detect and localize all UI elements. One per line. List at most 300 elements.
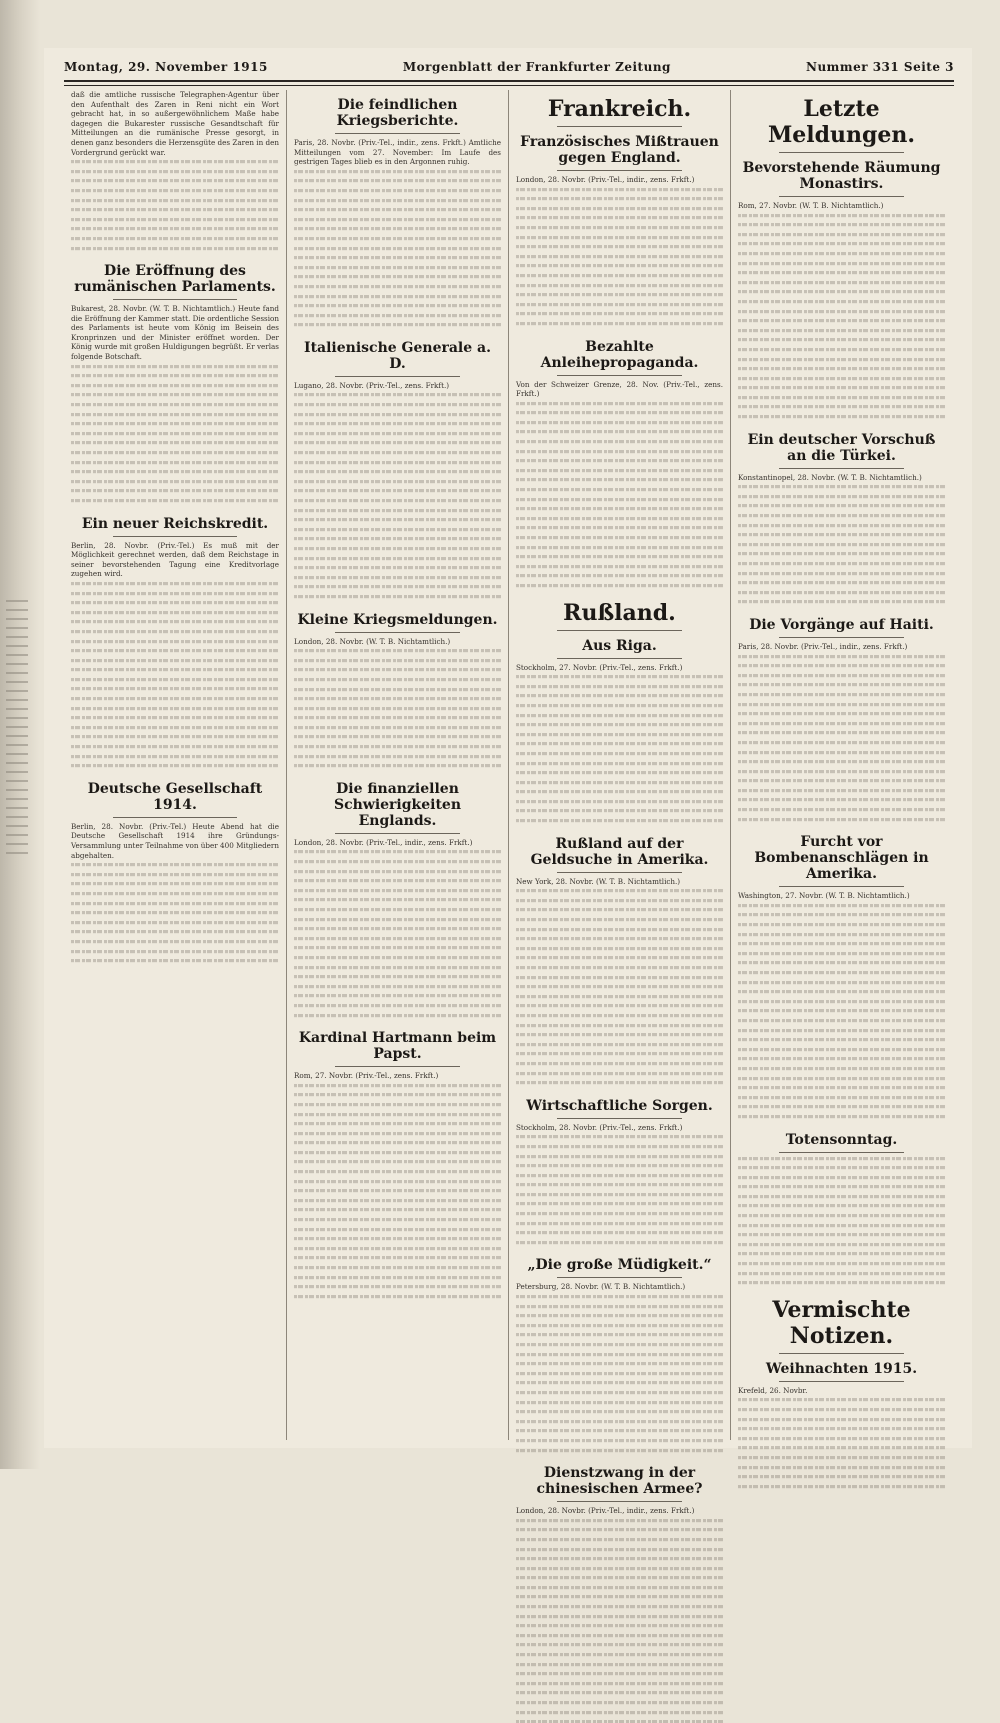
print-line [738, 1252, 945, 1255]
print-line [516, 303, 723, 306]
article-headline: Kardinal Hartmann beim Papst. [298, 1030, 497, 1063]
print-line [516, 918, 723, 921]
print-line [71, 649, 279, 652]
article-headline: Französisches Mißtrauen gegen England. [520, 134, 719, 166]
print-line [516, 1062, 723, 1065]
print-line [516, 430, 723, 433]
print-line [71, 393, 279, 396]
print-line [516, 226, 723, 229]
print-line [516, 1672, 723, 1675]
print-line [294, 994, 501, 997]
print-line [294, 451, 501, 454]
print-line [71, 237, 279, 240]
print-line [738, 990, 945, 993]
print-line [516, 478, 723, 481]
print-line [294, 1132, 501, 1135]
column-4 [730, 90, 952, 1440]
print-line [294, 1170, 501, 1173]
print-line [738, 1437, 945, 1440]
print-line [738, 770, 945, 773]
print-line [516, 956, 723, 959]
print-line [294, 1276, 501, 1279]
print-line [516, 546, 723, 549]
print-line [294, 1004, 501, 1007]
article-text: Krefeld, 26. Novbr. [738, 1385, 808, 1395]
print-line [516, 995, 723, 998]
print-line [294, 697, 501, 700]
print-line [294, 566, 501, 569]
article-headline: Wirtschaftliche Sorgen. [526, 1097, 713, 1114]
print-line [738, 779, 945, 782]
print-line [516, 781, 723, 784]
print-line [516, 1711, 723, 1714]
article-text: Konstantinopel, 28. Novbr. (W. T. B. Nichtamtlich.) [738, 472, 922, 482]
print-line [294, 956, 501, 959]
print-line [738, 485, 945, 488]
print-line [516, 469, 723, 472]
headline-rule [113, 299, 238, 300]
print-line [516, 1663, 723, 1666]
article-headline: Frankreich. [547, 96, 692, 122]
print-line [294, 256, 501, 259]
column-2 [286, 90, 508, 1440]
print-line [294, 726, 501, 729]
article-text: Washington, 27. Novbr. (W. T. B. Nichtamtlich.) [738, 891, 910, 901]
print-line [738, 655, 945, 658]
print-line [738, 591, 945, 594]
print-line [738, 396, 945, 399]
print-line [71, 461, 279, 464]
print-line [738, 214, 945, 217]
print-line [516, 1429, 723, 1432]
print-line [738, 751, 945, 754]
print-line [516, 928, 723, 931]
print-line [294, 547, 501, 550]
print-line [738, 1019, 945, 1022]
print-line [294, 1208, 501, 1211]
print-line [516, 450, 723, 453]
print-line [71, 432, 279, 435]
print-line [516, 1343, 723, 1346]
headline-rule [557, 170, 681, 171]
article-text: Lugano, 28. Novbr. (Priv.-Tel., zens. Frkft.) [294, 380, 450, 390]
masthead [64, 56, 954, 78]
print-line [516, 1548, 723, 1551]
article-headline: Kleine Kriegsmeldungen. [297, 611, 498, 628]
print-line [294, 585, 501, 588]
print-line [294, 266, 501, 269]
binding-edge [0, 0, 40, 1469]
print-line [738, 233, 945, 236]
print-line [516, 236, 723, 239]
article-headline: Die Eröffnung des rumänischen Parlaments. [74, 263, 276, 296]
print-line [516, 1014, 723, 1017]
print-line [71, 441, 279, 444]
print-line [71, 592, 279, 595]
print-line [516, 1052, 723, 1055]
print-line [738, 1204, 945, 1207]
print-line [71, 892, 279, 895]
headline-rule [557, 872, 681, 873]
print-line [738, 913, 945, 916]
masthead-paper-name: Morgenblatt der Frankfurter Zeitung [402, 60, 671, 74]
print-line [294, 985, 501, 988]
print-line [516, 1401, 723, 1404]
print-line [516, 1595, 723, 1598]
print-line [516, 1410, 723, 1413]
print-line [294, 285, 501, 288]
article-text: Bukarest, 28. Novbr. (W. T. B. Nichtamtlich.) Heute fand die Eröffnung der Kammer statt. Die ordentliche Session des Parlaments ist heute vom König im Beisein des Kronprinzen und der Minister eröffnet worden. Der König wurde mit großen Huldigungen begrüßt. Er verlas folgende Botschaft. [71, 304, 279, 362]
print-line [738, 1485, 945, 1488]
print-line [738, 1456, 945, 1459]
print-line [738, 664, 945, 667]
print-line [738, 731, 945, 734]
article-headline: Bevorstehende Räumung Monastirs. [742, 160, 941, 192]
print-line [738, 1243, 945, 1246]
article-headline: Italienische Generale a. D. [304, 339, 491, 372]
print-line [71, 403, 279, 406]
masthead-issue: Nummer 331 Seite 3 [805, 60, 954, 74]
print-line [738, 543, 945, 546]
article-text: Petersburg, 28. Novbr. (W. T. B. Nichtamtlich.) [516, 1282, 686, 1292]
print-line [738, 1105, 945, 1108]
print-line [516, 1155, 723, 1158]
print-line [294, 304, 501, 307]
print-line [738, 1185, 945, 1188]
print-line [516, 1391, 723, 1394]
print-line [516, 790, 723, 793]
print-line [516, 264, 723, 267]
print-line [738, 1009, 945, 1012]
print-line [516, 1202, 723, 1205]
print-line [71, 470, 279, 473]
binding-stitches [6, 600, 28, 860]
print-line [516, 1033, 723, 1036]
print-line [516, 1557, 723, 1560]
print-line [516, 1634, 723, 1637]
print-line [516, 1605, 723, 1608]
article-text: Paris, 28. Novbr. (Priv.-Tel., indir., zens. Frkft.) Amtliche Mitteilungen vom 27. November: Im Laufe des gestrigen Tages blieb es in den Argonnen ruhig. [294, 138, 501, 167]
print-line [738, 961, 945, 964]
headline-rule [335, 833, 459, 834]
headline-rule [335, 376, 459, 377]
print-line [294, 227, 501, 230]
print-line [516, 488, 723, 491]
print-line [738, 798, 945, 801]
print-line [738, 1466, 945, 1469]
print-line [294, 1180, 501, 1183]
print-line [738, 760, 945, 763]
article-text: daß die amtliche russische Telegraphen-Agentur über den Aufenthalt des Zaren in Reni nicht ein Wort gebracht hat, in so außergewöhnlichem Maße habe dagegen die Bukarester russische Gesandtschaft für Mitteilungen an die rumänische Presse gesorgt, in denen ganz besonders die Herzensgüte des Zaren in den Vordergrund gerückt war. [71, 90, 279, 157]
print-line [738, 1166, 945, 1169]
print-line [516, 966, 723, 969]
print-line [294, 1256, 501, 1259]
print-line [738, 1195, 945, 1198]
article-headline: Totensonntag. [785, 1131, 898, 1148]
article-headline: Die finanziellen Schwierigkeiten Englands. [333, 780, 462, 829]
column-1 [64, 90, 286, 1440]
print-line [516, 1449, 723, 1452]
print-line [516, 1567, 723, 1570]
print-line [71, 640, 279, 643]
print-line [738, 741, 945, 744]
print-line [294, 745, 501, 748]
print-line [516, 908, 723, 911]
print-line [71, 735, 279, 738]
print-line [294, 528, 501, 531]
print-line [738, 789, 945, 792]
print-line [71, 950, 279, 953]
print-line [294, 927, 501, 930]
print-line [294, 179, 501, 182]
print-line [294, 850, 501, 853]
print-line [738, 524, 945, 527]
print-line [71, 678, 279, 681]
print-line [516, 1653, 723, 1656]
article-text: Rom, 27. Novbr. (Priv.-Tel., zens. Frkft.) [294, 1071, 439, 1081]
print-line [738, 1475, 945, 1478]
print-line [294, 966, 501, 969]
article-text: Stockholm, 27. Novbr. (Priv.-Tel., zens. Frkft.) [516, 662, 683, 672]
print-line [738, 818, 945, 821]
print-line [738, 1176, 945, 1179]
print-line [738, 1272, 945, 1275]
print-line [516, 565, 723, 568]
print-line [71, 179, 279, 182]
print-line [516, 985, 723, 988]
print-line [71, 170, 279, 173]
print-line [516, 1314, 723, 1317]
columns [64, 90, 954, 1516]
article-headline: Die feindlichen Kriegsberichte. [336, 97, 459, 129]
print-line [294, 870, 501, 873]
print-line [516, 274, 723, 277]
print-line [294, 946, 501, 949]
headline-rule [779, 886, 903, 887]
print-line [516, 800, 723, 803]
print-line [71, 930, 279, 933]
print-line [516, 1004, 723, 1007]
print-line [516, 197, 723, 200]
print-line [738, 271, 945, 274]
print-line [294, 1160, 501, 1163]
print-line [738, 942, 945, 945]
print-line [738, 552, 945, 555]
print-line [516, 1305, 723, 1308]
article-headline: Deutsche Gesellschaft 1914. [87, 780, 263, 813]
masthead-rule [64, 80, 954, 86]
print-line [71, 755, 279, 758]
print-line [738, 310, 945, 313]
headline-rule [779, 196, 903, 197]
print-line [516, 1072, 723, 1075]
print-line [516, 574, 723, 577]
print-line [516, 1439, 723, 1442]
article-headline: Vermischte Notizen. [772, 1296, 911, 1349]
print-line [71, 659, 279, 662]
headline-rule [779, 152, 903, 153]
headline-rule [779, 468, 903, 469]
print-line [71, 247, 279, 250]
print-line [516, 947, 723, 950]
print-line [294, 170, 501, 173]
print-line [71, 863, 279, 866]
print-line [516, 1643, 723, 1646]
print-line [738, 504, 945, 507]
print-line [738, 338, 945, 341]
print-line [738, 1067, 945, 1070]
print-line [738, 1115, 945, 1118]
print-line [516, 694, 723, 697]
print-line [738, 1000, 945, 1003]
print-line [738, 808, 945, 811]
print-line [516, 1353, 723, 1356]
print-line [516, 421, 723, 424]
print-line [71, 697, 279, 700]
article-headline: Dienstzwang in der chinesischen Armee? [536, 1465, 703, 1498]
article-headline: Ein neuer Reichskredit. [81, 515, 269, 532]
print-line [516, 536, 723, 539]
print-line [738, 377, 945, 380]
print-line [516, 937, 723, 940]
article-text: London, 28. Novbr. (W. T. B. Nichtamtlich.) [294, 636, 451, 646]
print-line [516, 762, 723, 765]
article-text: Rom, 27. Novbr. (W. T. B. Nichtamtlich.) [738, 201, 884, 210]
print-line [294, 295, 501, 298]
print-line [516, 459, 723, 462]
print-line [516, 284, 723, 287]
print-line [71, 687, 279, 690]
print-line [294, 470, 501, 473]
print-line [71, 218, 279, 221]
print-line [71, 611, 279, 614]
print-line [71, 160, 279, 163]
print-line [516, 312, 723, 315]
headline-rule [779, 637, 903, 638]
print-line [294, 393, 501, 396]
headline-rule [335, 1066, 459, 1067]
print-line [294, 1228, 501, 1231]
print-line [294, 1151, 501, 1154]
print-line [294, 1103, 501, 1106]
print-line [294, 1237, 501, 1240]
headline-rule [779, 1353, 903, 1354]
print-line [516, 685, 723, 688]
print-line [738, 252, 945, 255]
print-line [738, 1086, 945, 1089]
print-line [738, 1427, 945, 1430]
print-line [71, 716, 279, 719]
print-line [71, 199, 279, 202]
print-line [71, 227, 279, 230]
print-line [516, 1043, 723, 1046]
print-line [738, 581, 945, 584]
print-line [294, 1189, 501, 1192]
print-line [738, 1157, 945, 1160]
headline-rule [557, 1118, 681, 1119]
print-line [738, 1398, 945, 1401]
print-line [516, 1231, 723, 1234]
print-line [71, 413, 279, 416]
print-line [738, 514, 945, 517]
print-line [738, 1057, 945, 1060]
article-headline: Bezahlte Anleihepropaganda. [540, 338, 699, 371]
headline-rule [557, 375, 681, 376]
print-line [738, 904, 945, 907]
print-line [294, 557, 501, 560]
print-line [294, 1113, 501, 1116]
print-line [738, 1233, 945, 1236]
print-line [738, 712, 945, 715]
print-line [516, 1682, 723, 1685]
print-line [516, 771, 723, 774]
print-line [516, 1624, 723, 1627]
article-headline: „Die große Müdigkeit.“ [527, 1257, 712, 1274]
print-line [71, 208, 279, 211]
print-line [516, 245, 723, 248]
article-text: Stockholm, 28. Novbr. (Priv.-Tel., zens. Frkft.) [516, 1122, 683, 1132]
print-line [294, 860, 501, 863]
print-line [71, 499, 279, 502]
print-line [294, 1093, 501, 1096]
print-line [516, 889, 723, 892]
print-line [738, 1224, 945, 1227]
article-text: London, 28. Novbr. (Priv.-Tel., indir., zens. Frkft.) [516, 1506, 695, 1516]
print-line [71, 873, 279, 876]
print-line [516, 517, 723, 520]
headline-rule [113, 536, 238, 537]
print-line [738, 358, 945, 361]
print-line [294, 879, 501, 882]
article-headline: Rußland. [563, 599, 676, 626]
print-line [516, 1135, 723, 1138]
headline-rule [779, 1152, 903, 1153]
print-line [516, 1174, 723, 1177]
print-line [738, 952, 945, 955]
print-line [71, 422, 279, 425]
masthead-date: Montag, 29. November 1915 [64, 60, 268, 74]
print-line [294, 1247, 501, 1250]
print-line [71, 582, 279, 585]
print-line [71, 959, 279, 962]
print-line [738, 683, 945, 686]
print-line [516, 1691, 723, 1694]
print-line [71, 384, 279, 387]
print-line [71, 189, 279, 192]
print-line [516, 809, 723, 812]
print-line [294, 918, 501, 921]
print-line [516, 293, 723, 296]
print-line [738, 386, 945, 389]
print-line [294, 489, 501, 492]
print-line [294, 518, 501, 521]
print-line [516, 188, 723, 191]
headline-rule [557, 658, 681, 659]
print-line [738, 1281, 945, 1284]
print-line [516, 1145, 723, 1148]
print-line [294, 1014, 501, 1017]
print-line [294, 678, 501, 681]
print-line [294, 237, 501, 240]
print-line [516, 1164, 723, 1167]
print-line [294, 499, 501, 502]
print-line [738, 495, 945, 498]
print-line [294, 1295, 501, 1298]
print-line [738, 1096, 945, 1099]
print-line [516, 714, 723, 717]
print-line [294, 432, 501, 435]
headline-rule [557, 1277, 681, 1278]
